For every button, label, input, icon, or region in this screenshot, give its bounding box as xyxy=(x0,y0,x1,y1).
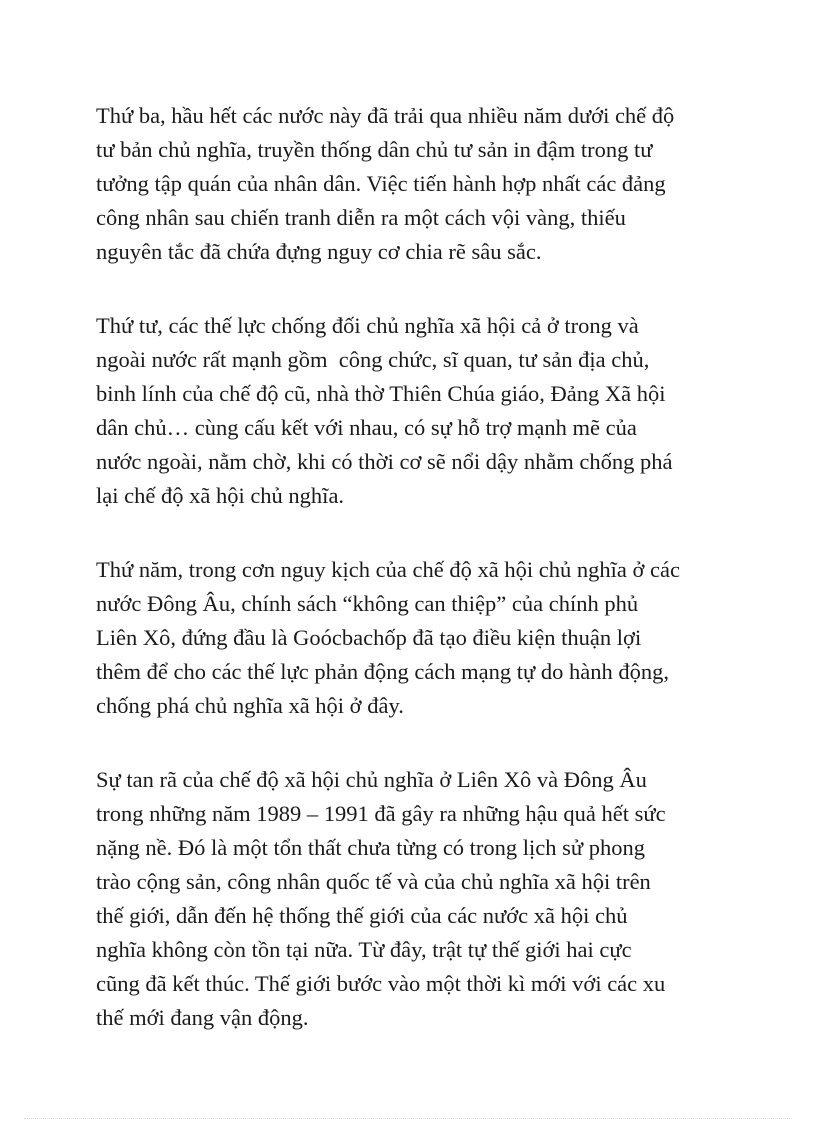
text-line: lại chế độ xã hội chủ nghĩa. xyxy=(96,483,345,508)
text-line: trong những năm 1989 – 1991 đã gây ra những hậu quả hết sức xyxy=(96,801,666,826)
text-line: thế giới, dẫn đến hệ thống thế giới của các nước xã hội chủ xyxy=(96,903,628,928)
text-line: Thứ tư, các thế lực chống đối chủ nghĩa xã hội cả ở trong và xyxy=(96,313,639,338)
text-line: Thứ năm, trong cơn nguy kịch của chế độ xã hội chủ nghĩa ở các xyxy=(96,557,680,582)
text-line: nghĩa không còn tồn tại nữa. Từ đây, trật tự thế giới hai cực xyxy=(96,937,632,962)
text-line: tư bản chủ nghĩa, truyền thống dân chủ tư sản in đậm trong tư xyxy=(96,137,653,162)
paragraph-su-tan-ra xyxy=(96,763,736,1035)
document-body xyxy=(96,99,736,1075)
text-line: cũng đã kết thúc. Thế giới bước vào một thời kì mới với các xu xyxy=(96,971,666,996)
paragraph-thu-nam xyxy=(96,553,736,723)
text-line: Liên Xô, đứng đầu là Goócbachốp đã tạo điều kiện thuận lợi xyxy=(96,625,642,650)
text-line: nặng nề. Đó là một tổn thất chưa từng có trong lịch sử phong xyxy=(96,835,645,860)
text-line: Sự tan rã của chế độ xã hội chủ nghĩa ở Liên Xô và Đông Âu xyxy=(96,767,647,792)
text-line: trào cộng sản, công nhân quốc tế và của chủ nghĩa xã hội trên xyxy=(96,869,651,894)
page-bottom-divider xyxy=(24,1118,792,1119)
text-line: dân chủ… cùng cấu kết với nhau, có sự hỗ trợ mạnh mẽ của xyxy=(96,415,637,440)
text-line: nước Đông Âu, chính sách “không can thiệp” của chính phủ xyxy=(96,591,639,616)
text-line: thêm để cho các thế lực phản động cách mạng tự do hành động, xyxy=(96,659,669,684)
paragraph-thu-ba xyxy=(96,99,736,269)
text-line: tưởng tập quán của nhân dân. Việc tiến hành hợp nhất các đảng xyxy=(96,171,666,196)
text-line: nước ngoài, nằm chờ, khi có thời cơ sẽ nổi dậy nhằm chống phá xyxy=(96,449,673,474)
text-line: nguyên tắc đã chứa đựng nguy cơ chia rẽ sâu sắc. xyxy=(96,239,542,264)
text-line: Thứ ba, hầu hết các nước này đã trải qua nhiều năm dưới chế độ xyxy=(96,103,675,128)
paragraph-thu-tu xyxy=(96,309,736,513)
text-line: thế mới đang vận động. xyxy=(96,1005,309,1030)
text-line: binh lính của chế độ cũ, nhà thờ Thiên Chúa giáo, Đảng Xã hội xyxy=(96,381,666,406)
text-line: ngoài nước rất mạnh gồm công chức, sĩ quan, tư sản địa chủ, xyxy=(96,347,650,372)
text-line: chống phá chủ nghĩa xã hội ở đây. xyxy=(96,693,404,718)
text-line: công nhân sau chiến tranh diễn ra một cách vội vàng, thiếu xyxy=(96,205,626,230)
